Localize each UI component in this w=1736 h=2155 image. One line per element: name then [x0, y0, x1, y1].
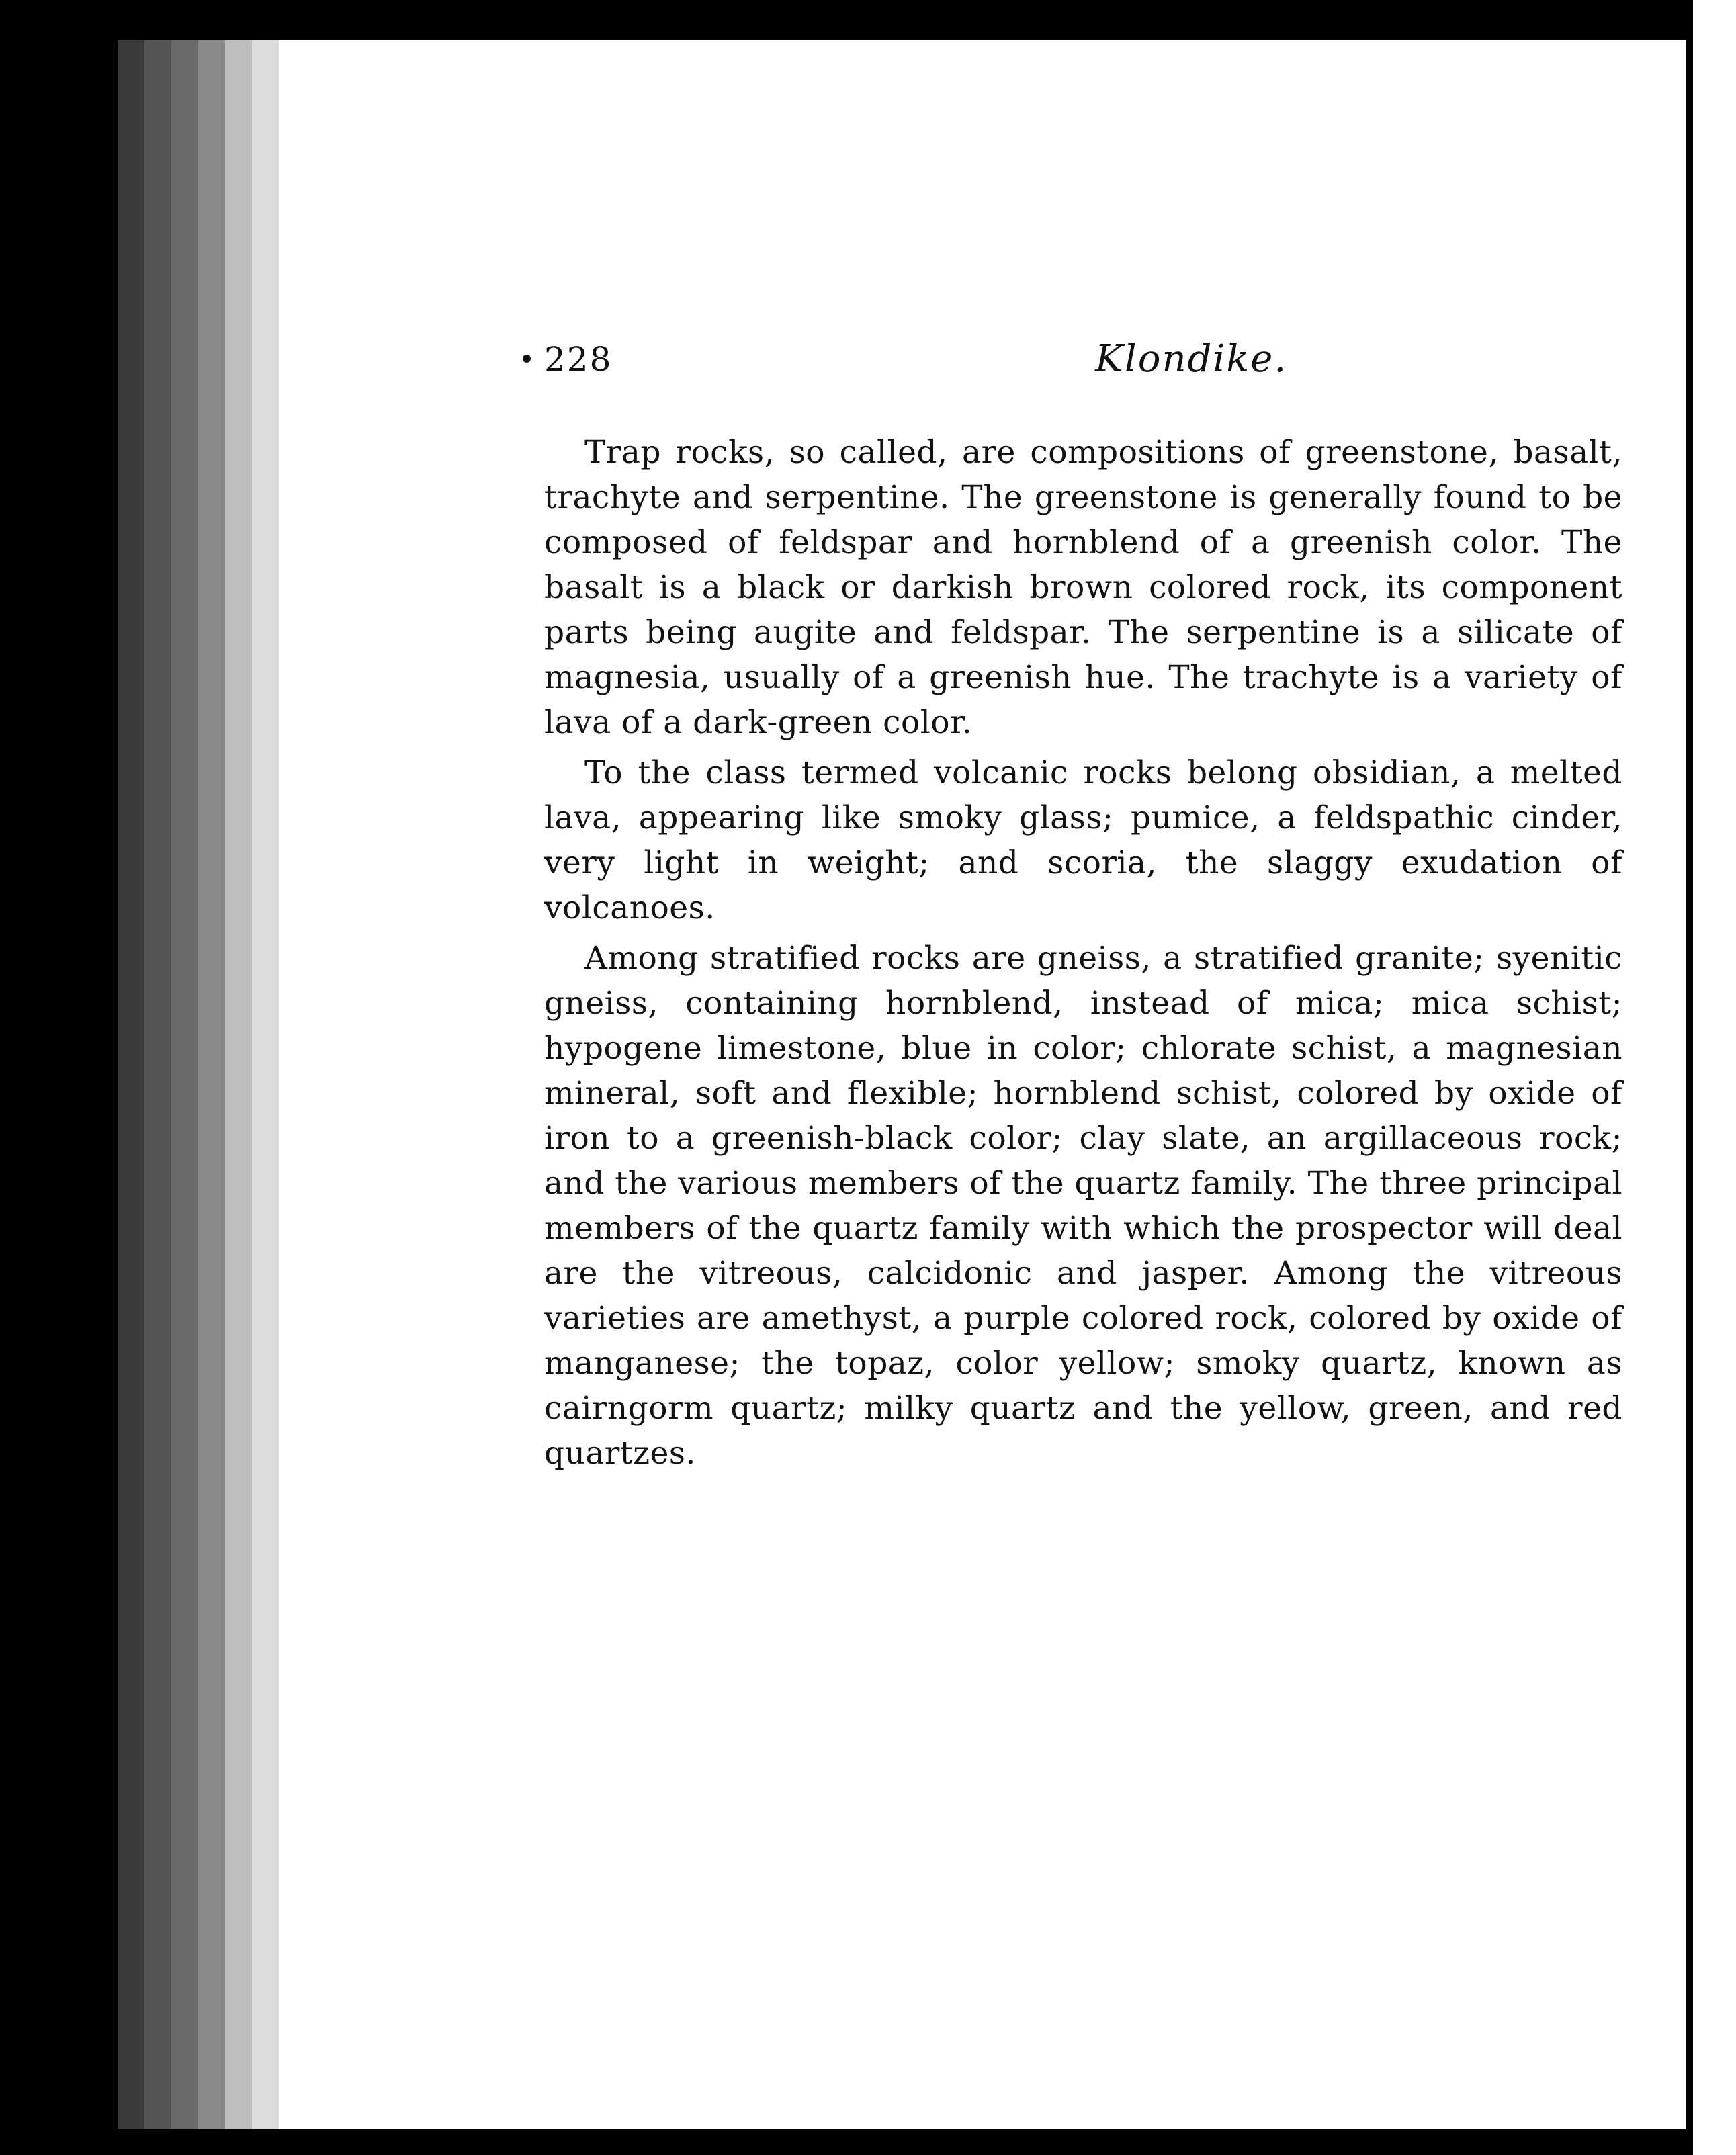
- scan-bottom-border: [118, 2129, 1736, 2155]
- paragraph: Among stratified rocks are gneiss, a stratified granite; syenitic gneiss, containing hornblend, instead of mica; mica schist; hypogene limestone, blue in color; chlorate schist, a magnesian mineral, soft and flexible; hornblend schist, colored by oxide of iron to a greenish-black color; clay slate, an argillaceous rock; and the various members of the quartz family. The three principal members of the quartz family with which the prospector will deal are the vitreous, calcidonic and jasper. Among the vitreous varieties are amethyst, a purple colored rock, colored by oxide of manganese; the topaz, color yellow; smoky quartz, known as cairngorm quartz; milky quartz and the yellow, green, and red quartzes.: [544, 940, 1622, 1472]
- paragraph: Trap rocks, so called, are compositions of greenstone, basalt, trachyte and serpentine. The greenstone is generally found to be composed of feldspar and hornblend of a greenish color. The basalt is a black or darkish brown colored rock, its component parts being augite and feldspar. The serpentine is a silicate of magnesia, usually of a greenish hue. The trachyte is a variety of lava of a dark-green color.: [544, 434, 1622, 741]
- page-edge: [252, 0, 281, 2155]
- book-page: [279, 40, 1680, 2129]
- running-title: Klondike.: [1095, 337, 1288, 381]
- page-number: 228: [544, 340, 613, 379]
- scan-right-border: [1686, 0, 1736, 2155]
- page-edge: [144, 0, 174, 2155]
- page-edge: [198, 0, 228, 2155]
- scan-dark-margin: [0, 0, 118, 2155]
- scan-top-border: [118, 0, 1736, 40]
- page-header: [544, 322, 1626, 396]
- page-edge: [225, 0, 255, 2155]
- body-text: [544, 430, 1622, 1481]
- page-edge: [171, 0, 201, 2155]
- paragraph: To the class termed volcanic rocks belong obsidian, a melted lava, appearing like smoky glass; pumice, a feldspathic cinder, very light in weight; and scoria, the slaggy exudation of volcanoes.: [544, 754, 1622, 926]
- page-edge: [118, 0, 147, 2155]
- ink-dot: [523, 355, 531, 363]
